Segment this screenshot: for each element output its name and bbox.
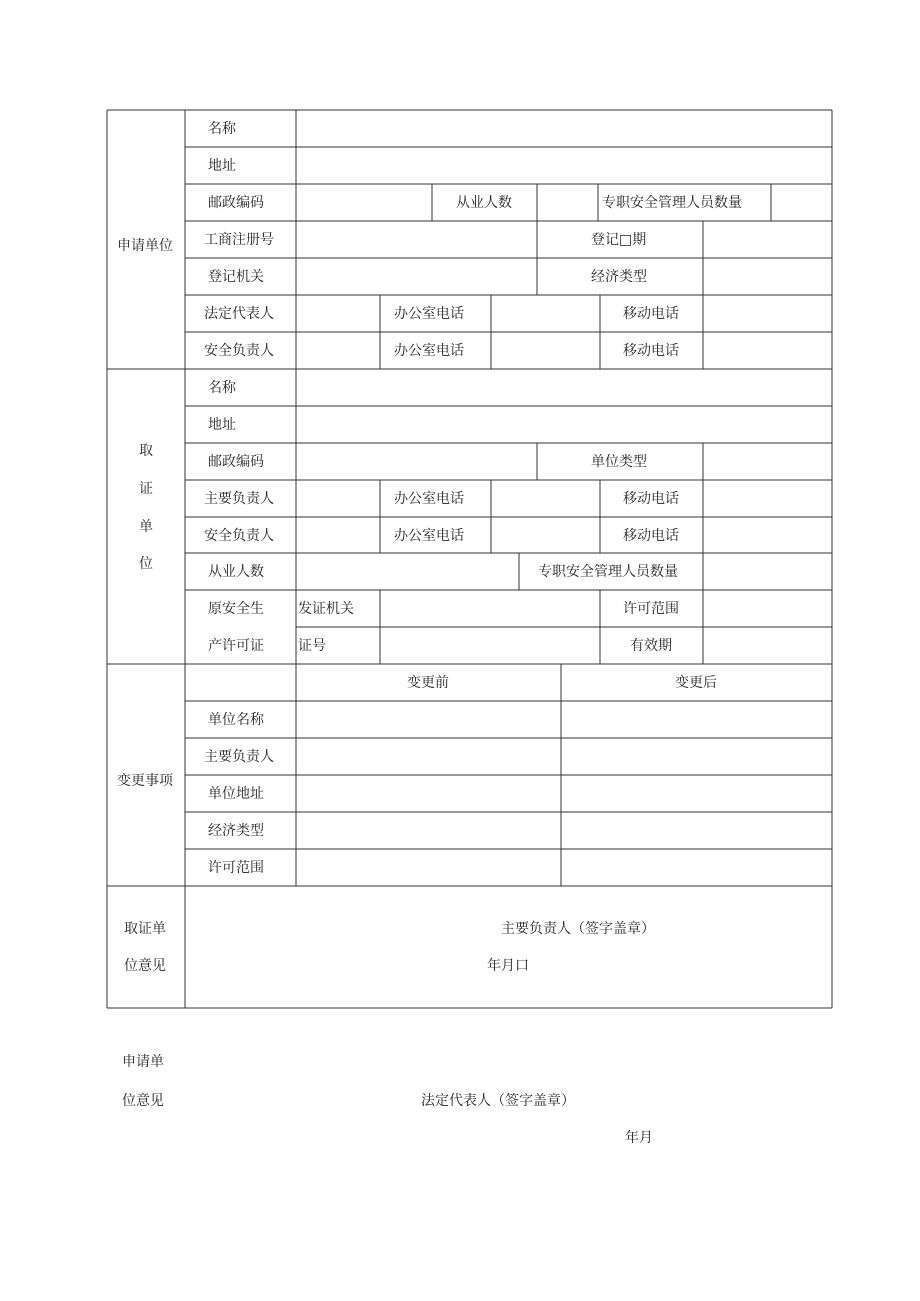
- applicant-reg-date-label: 登记□期: [591, 232, 647, 248]
- cert-main-head-label: 主要负责人: [204, 491, 274, 507]
- validity-period-label: 有效期: [630, 638, 672, 654]
- cert-unit-type-label: 单位类型: [591, 454, 647, 470]
- cert-section-label-char: 取: [139, 443, 153, 459]
- applicant-postcode-label: 邮政编码: [208, 195, 264, 211]
- cert-name-label: 名称: [208, 380, 236, 396]
- license-scope-label: 许可范围: [623, 601, 679, 617]
- applicant-safety-office-phone-label: 办公室电话: [394, 343, 464, 359]
- applicant-office-phone-label: 办公室电话: [394, 306, 464, 322]
- cert-address-label: 地址: [208, 417, 236, 433]
- cert-opinion-signature: 主要负责人（签字盖章）: [501, 921, 655, 937]
- change-row-label: 主要负责人: [204, 749, 274, 765]
- change-row-label: 单位名称: [208, 712, 264, 728]
- applicant-address-label: 地址: [208, 158, 236, 174]
- cert-section-label-char: 证: [139, 481, 153, 497]
- cert-number-label: 证号: [298, 638, 326, 654]
- after-change-header: 变更后: [675, 675, 717, 691]
- applicant-econ-type-label: 经济类型: [591, 269, 647, 285]
- cert-opinion-label-line2: 位意见: [124, 958, 166, 974]
- applicant-legal-rep-label: 法定代表人: [204, 306, 274, 322]
- applicant-safety-mobile-label: 移动电话: [623, 343, 679, 359]
- applicant-business-reg-label: 工商注册号: [204, 232, 274, 248]
- cert-opinion-label-line1: 取证单: [124, 921, 166, 937]
- cert-mobile-phone-label: 移动电话: [623, 491, 679, 507]
- cert-safety-head-label: 安全负责人: [204, 528, 274, 544]
- change-row-label: 单位地址: [208, 786, 264, 802]
- applicant-opinion-label-line1: 申请单: [122, 1054, 164, 1070]
- cert-opinion-date: 年月口: [487, 958, 529, 974]
- cert-employees-label: 从业人数: [208, 564, 264, 580]
- applicant-opinion-signature: 法定代表人（签字盖章）: [421, 1093, 575, 1109]
- applicant-safety-staff-label: 专职安全管理人员数量: [602, 195, 742, 211]
- applicant-reg-authority-label: 登记机关: [208, 269, 264, 285]
- change-section-label: 变更事项: [117, 773, 173, 789]
- change-row-label: 许可范围: [208, 860, 264, 876]
- applicant-safety-head-label: 安全负责人: [204, 343, 274, 359]
- cert-postcode-label: 邮政编码: [208, 454, 264, 470]
- applicant-mobile-phone-label: 移动电话: [623, 306, 679, 322]
- orig-license-label-line2: 产许可证: [208, 638, 264, 654]
- change-row-label: 经济类型: [208, 823, 264, 839]
- applicant-opinion-date: 年月: [625, 1130, 653, 1146]
- cert-safety-staff-label: 专职安全管理人员数量: [538, 564, 678, 580]
- cert-section-label-char: 位: [139, 556, 153, 572]
- cert-section-label-char: 单: [139, 519, 153, 535]
- applicant-section-label: 申请单位: [117, 238, 173, 254]
- applicant-employees-label: 从业人数: [456, 195, 512, 211]
- cert-safety-office-phone-label: 办公室电话: [394, 528, 464, 544]
- cert-safety-mobile-label: 移动电话: [623, 528, 679, 544]
- applicant-opinion-label-line2: 位意见: [122, 1093, 164, 1109]
- issuing-authority-label: 发证机关: [298, 601, 354, 617]
- applicant-name-label: 名称: [208, 121, 236, 137]
- orig-license-label-line1: 原安全生: [208, 601, 264, 617]
- before-change-header: 变更前: [407, 675, 449, 691]
- cert-office-phone-label: 办公室电话: [394, 491, 464, 507]
